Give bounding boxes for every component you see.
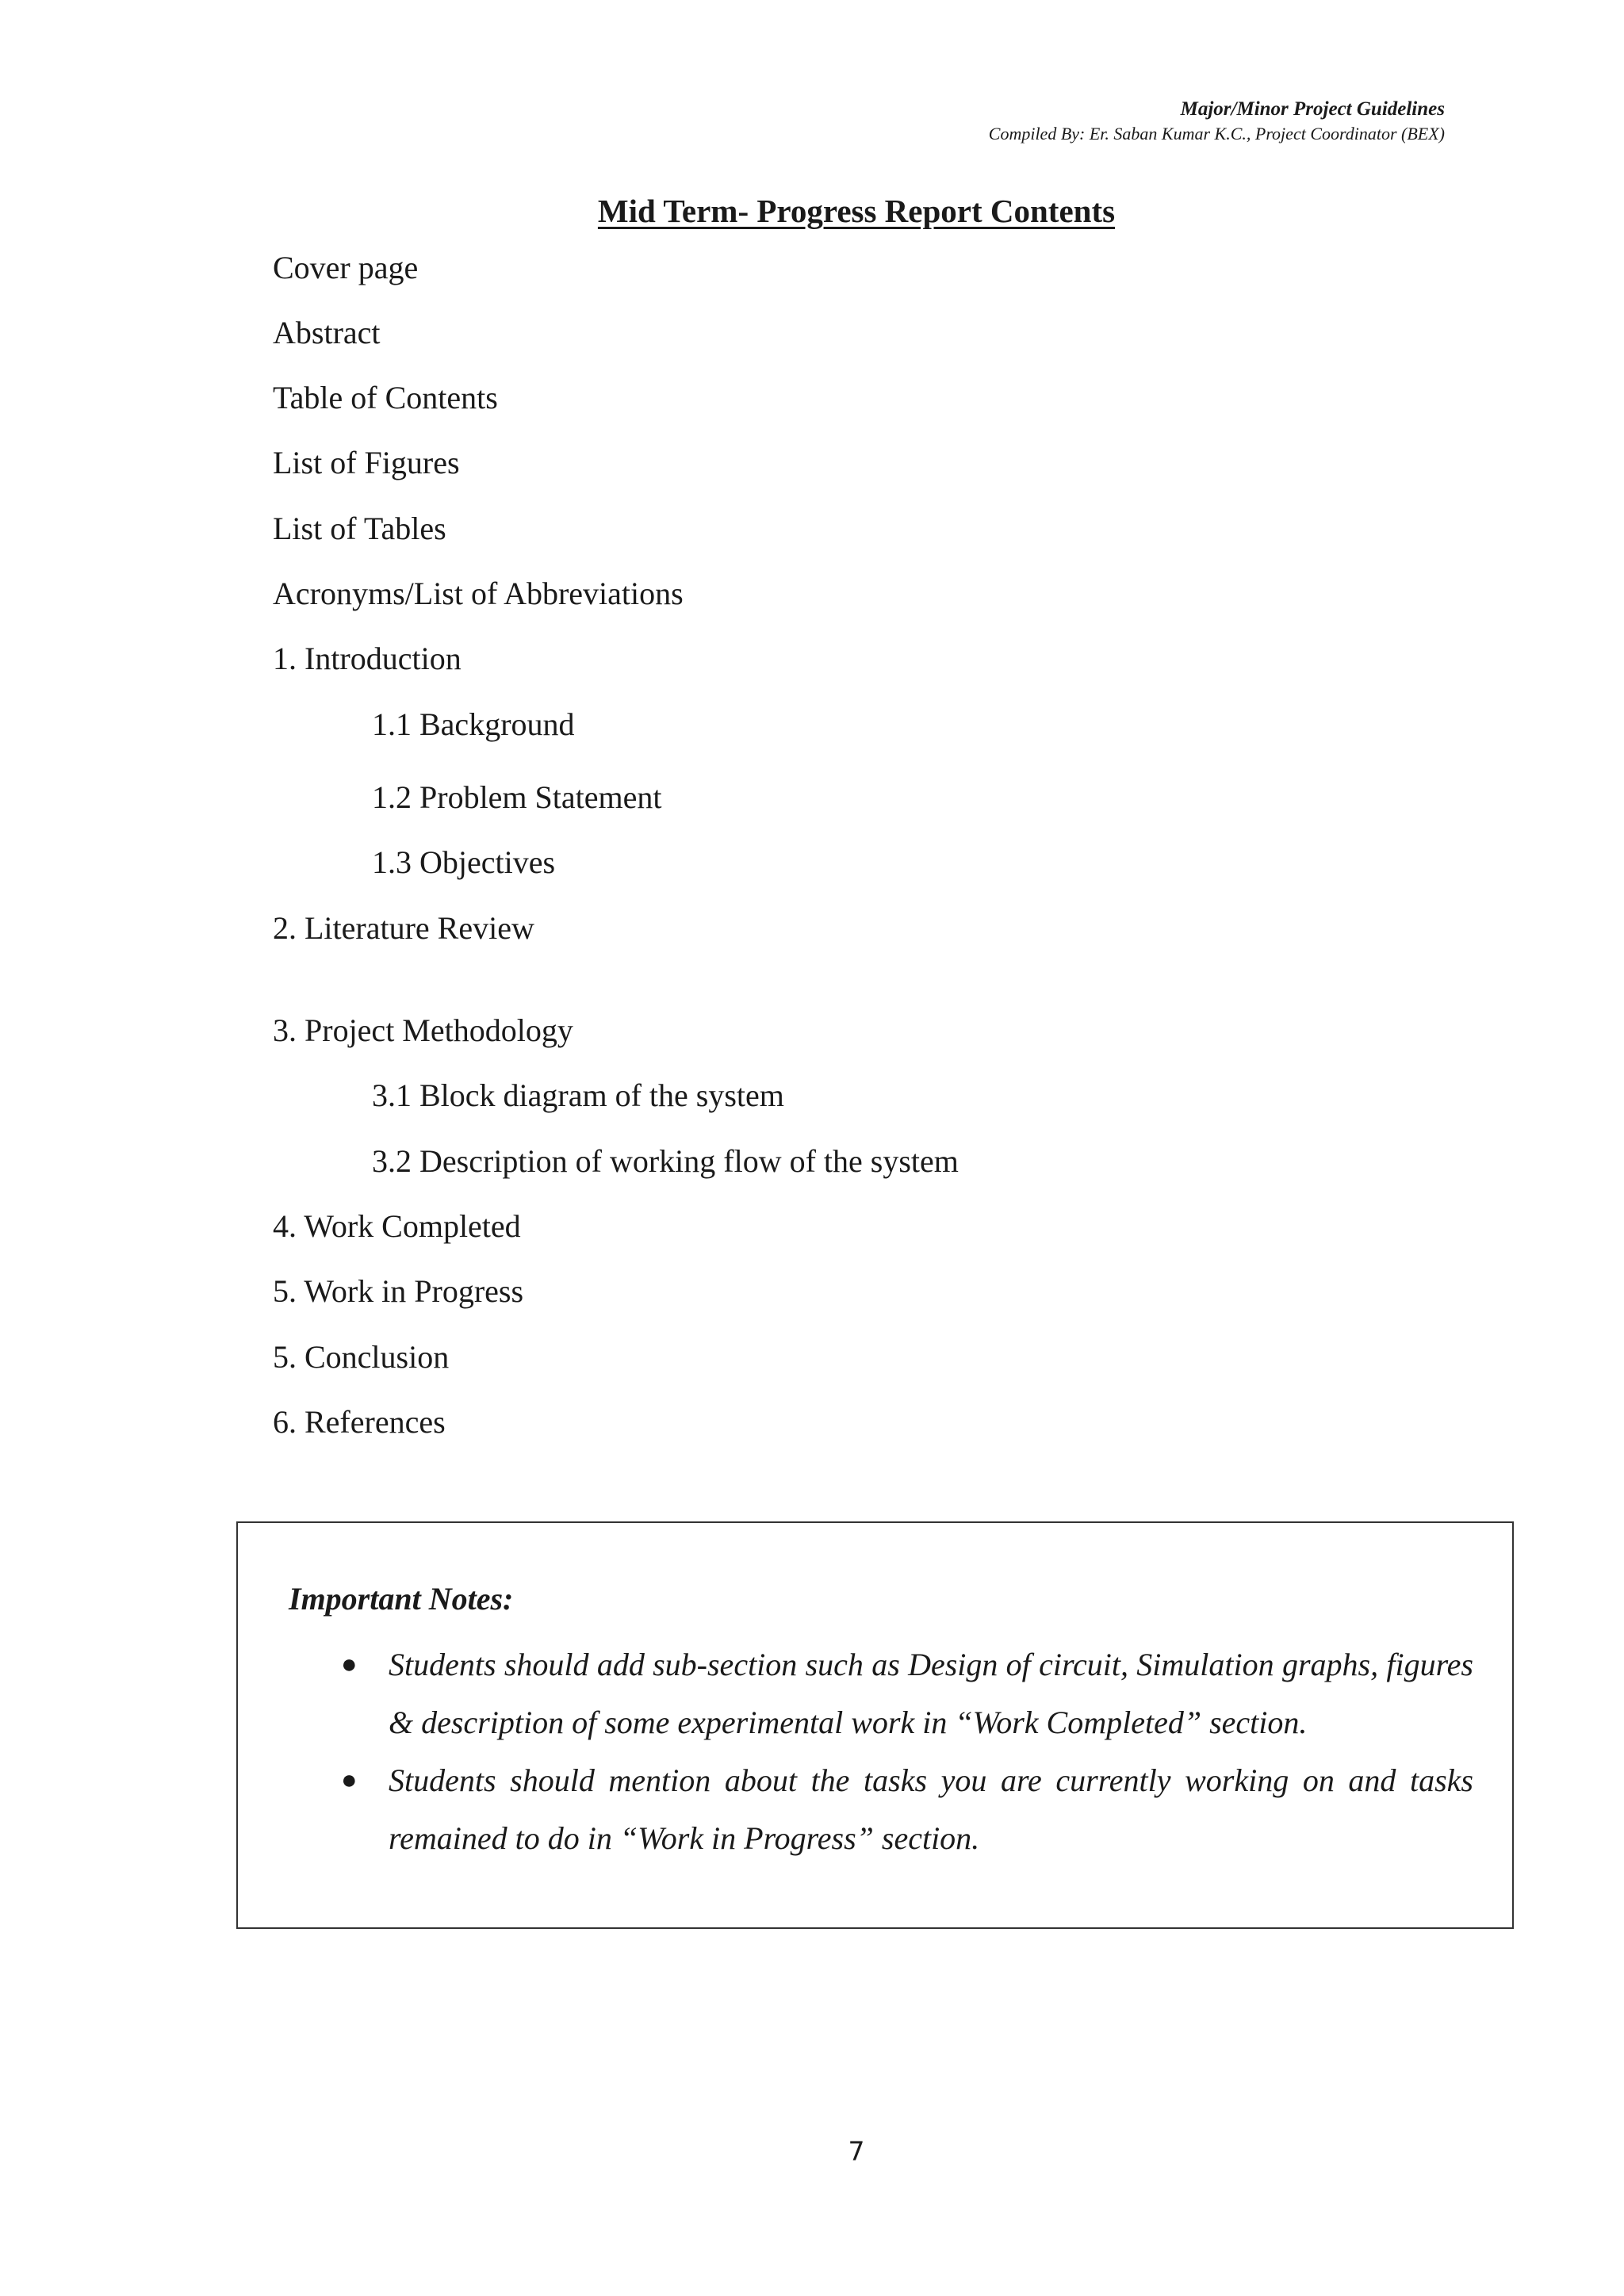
contents-item-table-of-contents: Table of Contents — [273, 380, 498, 415]
contents-item-block-diagram: 3.1 Block diagram of the system — [372, 1077, 784, 1113]
contents-item-objectives: 1.3 Objectives — [372, 844, 556, 880]
important-notes-box — [236, 1521, 1514, 1929]
header-compiler: Compiled By: Er. Saban Kumar K.C., Project Coordinator (BEX) — [988, 124, 1445, 144]
contents-item-conclusion: 5. Conclusion — [273, 1339, 450, 1375]
contents-item-work-in-progress: 5. Work in Progress — [273, 1273, 524, 1309]
header-title: Major/Minor Project Guidelines — [1180, 98, 1445, 120]
contents-item-working-flow: 3.2 Description of working flow of the system — [372, 1143, 959, 1179]
notes-item — [341, 1751, 1473, 1867]
notes-list — [341, 1636, 1473, 1867]
notes-item — [341, 1636, 1473, 1751]
contents-item-introduction: 1. Introduction — [273, 641, 462, 676]
bullet-icon: ● — [341, 1766, 358, 1795]
notes-item-text: Students should mention about the tasks you are currently working on and tasks remained to do in “Work in Progress” section. — [389, 1762, 1473, 1856]
notes-title: Important Notes: — [289, 1581, 514, 1617]
contents-item-literature-review: 2. Literature Review — [273, 910, 534, 946]
contents-item-references: 6. References — [273, 1404, 446, 1440]
contents-item-abstract: Abstract — [273, 315, 381, 350]
contents-item-cover-page: Cover page — [273, 250, 419, 285]
contents-item-acronyms: Acronyms/List of Abbreviations — [273, 576, 684, 611]
contents-item-project-methodology: 3. Project Methodology — [273, 1012, 573, 1048]
contents-item-list-of-figures: List of Figures — [273, 445, 460, 480]
page-title: Mid Term- Progress Report Contents — [597, 193, 1116, 229]
notes-item-text: Students should add sub-section such as Design of circuit, Simulation graphs, figures & description of some experimental work in “Work Completed” section. — [389, 1647, 1473, 1740]
bullet-icon: ● — [341, 1650, 358, 1679]
page-number: 7 — [848, 2136, 865, 2167]
contents-item-problem-statement: 1.2 Problem Statement — [372, 779, 662, 815]
contents-item-work-completed: 4. Work Completed — [273, 1208, 521, 1244]
contents-item-list-of-tables: List of Tables — [273, 511, 446, 546]
running-header — [989, 97, 1445, 146]
contents-item-background: 1.1 Background — [372, 706, 575, 742]
